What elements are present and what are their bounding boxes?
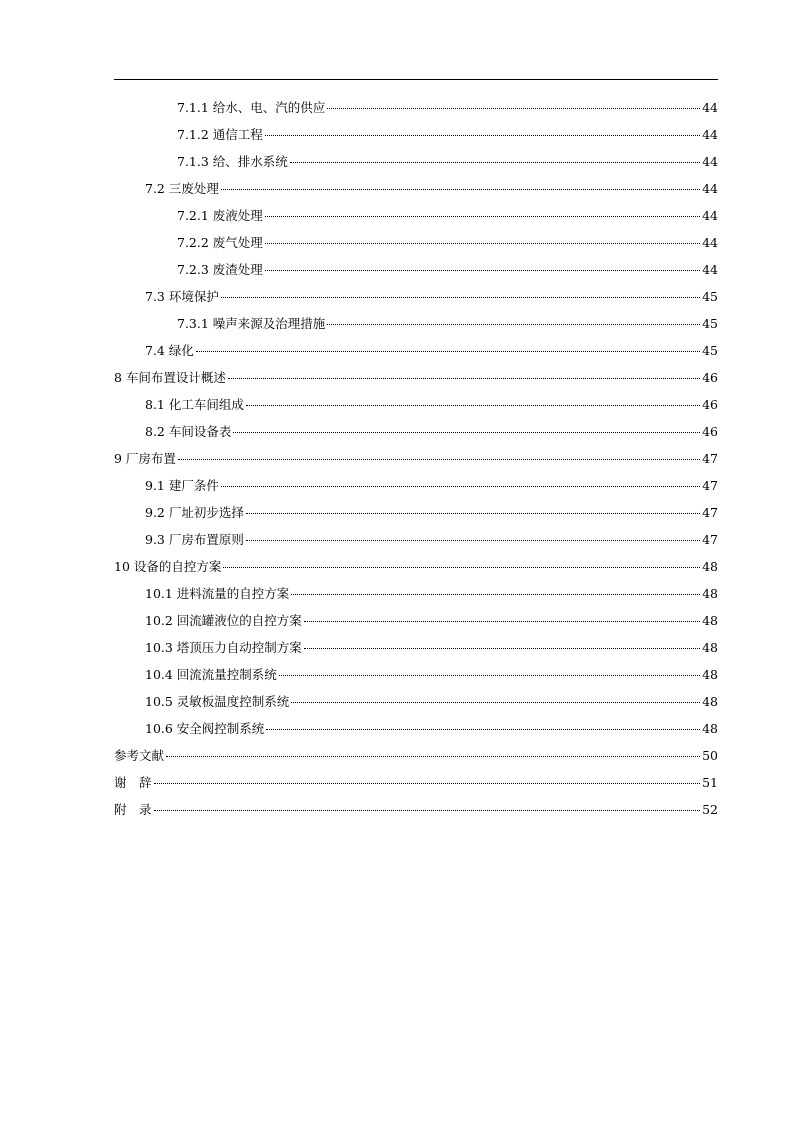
toc-entry[interactable]	[114, 661, 718, 688]
toc-entry-title: 7.2.2 废气处理	[177, 235, 263, 250]
toc-entry[interactable]	[114, 364, 718, 391]
toc-dot-leader	[265, 270, 700, 271]
toc-dot-leader	[154, 783, 701, 784]
toc-entry-page-number: 48	[702, 694, 718, 709]
toc-entry[interactable]	[114, 175, 718, 202]
toc-entry-title: 谢 辞	[114, 775, 152, 790]
toc-entry-title: 8 车间布置设计概述	[114, 370, 226, 385]
toc-entry[interactable]	[114, 580, 718, 607]
toc-entry-title: 7.3.1 噪声来源及治理措施	[177, 316, 326, 331]
toc-entry-page-number: 44	[702, 262, 718, 277]
toc-entry-page-number: 48	[702, 613, 718, 628]
toc-entry[interactable]	[114, 94, 718, 121]
toc-entry[interactable]	[114, 796, 718, 823]
toc-entry-title: 7.4 绿化	[145, 343, 194, 358]
toc-entry-title: 10 设备的自控方案	[114, 559, 222, 574]
toc-dot-leader	[221, 486, 700, 487]
toc-entry-title: 7.2.1 废液处理	[177, 208, 263, 223]
toc-entry[interactable]	[114, 499, 718, 526]
toc-dot-leader	[266, 729, 700, 730]
toc-entry[interactable]	[114, 148, 718, 175]
toc-dot-leader	[166, 756, 700, 757]
toc-entry-title: 10.2 回流罐液位的自控方案	[145, 613, 302, 628]
toc-entry[interactable]	[114, 742, 718, 769]
toc-entry-page-number: 45	[702, 343, 718, 358]
toc-dot-leader	[221, 297, 700, 298]
toc-dot-leader	[223, 567, 700, 568]
table-of-contents	[114, 94, 718, 823]
toc-entry[interactable]	[114, 418, 718, 445]
toc-entry-page-number: 48	[702, 640, 718, 655]
toc-entry-page-number: 47	[702, 451, 718, 466]
toc-entry[interactable]	[114, 472, 718, 499]
toc-entry-title: 10.5 灵敏板温度控制系统	[145, 694, 290, 709]
toc-entry[interactable]	[114, 337, 718, 364]
toc-entry-page-number: 51	[702, 775, 718, 790]
toc-entry-page-number: 46	[702, 397, 718, 412]
toc-entry-page-number: 48	[702, 667, 718, 682]
toc-entry-title: 9.1 建厂条件	[145, 478, 219, 493]
toc-entry-title: 9.2 厂址初步选择	[145, 505, 244, 520]
toc-dot-leader	[265, 243, 700, 244]
toc-entry-page-number: 47	[702, 532, 718, 547]
toc-entry-title: 参考文献	[114, 748, 165, 763]
toc-entry[interactable]	[114, 769, 718, 796]
toc-dot-leader	[327, 324, 700, 325]
toc-dot-leader	[196, 351, 700, 352]
toc-entry-title: 7.1.1 给水、电、汽的供应	[177, 100, 326, 115]
toc-entry-page-number: 48	[702, 721, 718, 736]
toc-entry-title: 7.2 三废处理	[145, 181, 219, 196]
toc-entry-page-number: 44	[702, 154, 718, 169]
toc-dot-leader	[228, 378, 700, 379]
toc-dot-leader	[221, 189, 700, 190]
toc-dot-leader	[178, 459, 700, 460]
toc-entry-title: 10.4 回流流量控制系统	[145, 667, 277, 682]
toc-entry-title: 8.1 化工车间组成	[145, 397, 244, 412]
toc-dot-leader	[246, 513, 700, 514]
toc-entry[interactable]	[114, 229, 718, 256]
toc-entry[interactable]	[114, 688, 718, 715]
toc-dot-leader	[154, 810, 701, 811]
toc-entry-title: 9.3 厂房布置原则	[145, 532, 244, 547]
toc-entry-page-number: 47	[702, 505, 718, 520]
toc-entry-title: 附 录	[114, 802, 152, 817]
toc-entry[interactable]	[114, 715, 718, 742]
toc-dot-leader	[290, 162, 700, 163]
toc-entry[interactable]	[114, 283, 718, 310]
toc-entry[interactable]	[114, 634, 718, 661]
toc-dot-leader	[291, 594, 700, 595]
toc-entry-page-number: 44	[702, 127, 718, 142]
toc-entry-page-number: 44	[702, 208, 718, 223]
toc-entry-page-number: 44	[702, 181, 718, 196]
toc-dot-leader	[233, 432, 700, 433]
toc-entry-page-number: 48	[702, 586, 718, 601]
toc-dot-leader	[291, 702, 700, 703]
toc-dot-leader	[265, 216, 700, 217]
toc-entry-page-number: 52	[702, 802, 718, 817]
toc-entry-page-number: 50	[702, 748, 718, 763]
toc-entry[interactable]	[114, 445, 718, 472]
toc-entry[interactable]	[114, 202, 718, 229]
toc-entry[interactable]	[114, 553, 718, 580]
toc-entry-page-number: 46	[702, 424, 718, 439]
toc-dot-leader	[304, 648, 700, 649]
toc-dot-leader	[304, 621, 700, 622]
toc-entry-title: 7.1.2 通信工程	[177, 127, 263, 142]
toc-dot-leader	[246, 540, 700, 541]
toc-entry-title: 10.6 安全阀控制系统	[145, 721, 265, 736]
toc-dot-leader	[279, 675, 700, 676]
toc-entry-page-number: 47	[702, 478, 718, 493]
toc-entry[interactable]	[114, 526, 718, 553]
toc-entry-page-number: 45	[702, 289, 718, 304]
toc-entry-title: 9 厂房布置	[114, 451, 176, 466]
toc-dot-leader	[246, 405, 700, 406]
toc-entry[interactable]	[114, 121, 718, 148]
toc-entry-title: 7.1.3 给、排水系统	[177, 154, 288, 169]
toc-entry-page-number: 44	[702, 100, 718, 115]
toc-entry-title: 10.1 进料流量的自控方案	[145, 586, 290, 601]
toc-entry-title: 7.2.3 废渣处理	[177, 262, 263, 277]
toc-entry-page-number: 45	[702, 316, 718, 331]
header-rule	[114, 79, 718, 80]
toc-entry-page-number: 46	[702, 370, 718, 385]
toc-dot-leader	[327, 108, 700, 109]
toc-entry[interactable]	[114, 310, 718, 337]
toc-entry-page-number: 48	[702, 559, 718, 574]
toc-entry[interactable]	[114, 391, 718, 418]
toc-entry-page-number: 44	[702, 235, 718, 250]
toc-entry[interactable]	[114, 607, 718, 634]
toc-entry[interactable]	[114, 256, 718, 283]
toc-dot-leader	[265, 135, 700, 136]
toc-entry-title: 10.3 塔顶压力自动控制方案	[145, 640, 302, 655]
toc-entry-title: 7.3 环境保护	[145, 289, 219, 304]
toc-entry-title: 8.2 车间设备表	[145, 424, 232, 439]
